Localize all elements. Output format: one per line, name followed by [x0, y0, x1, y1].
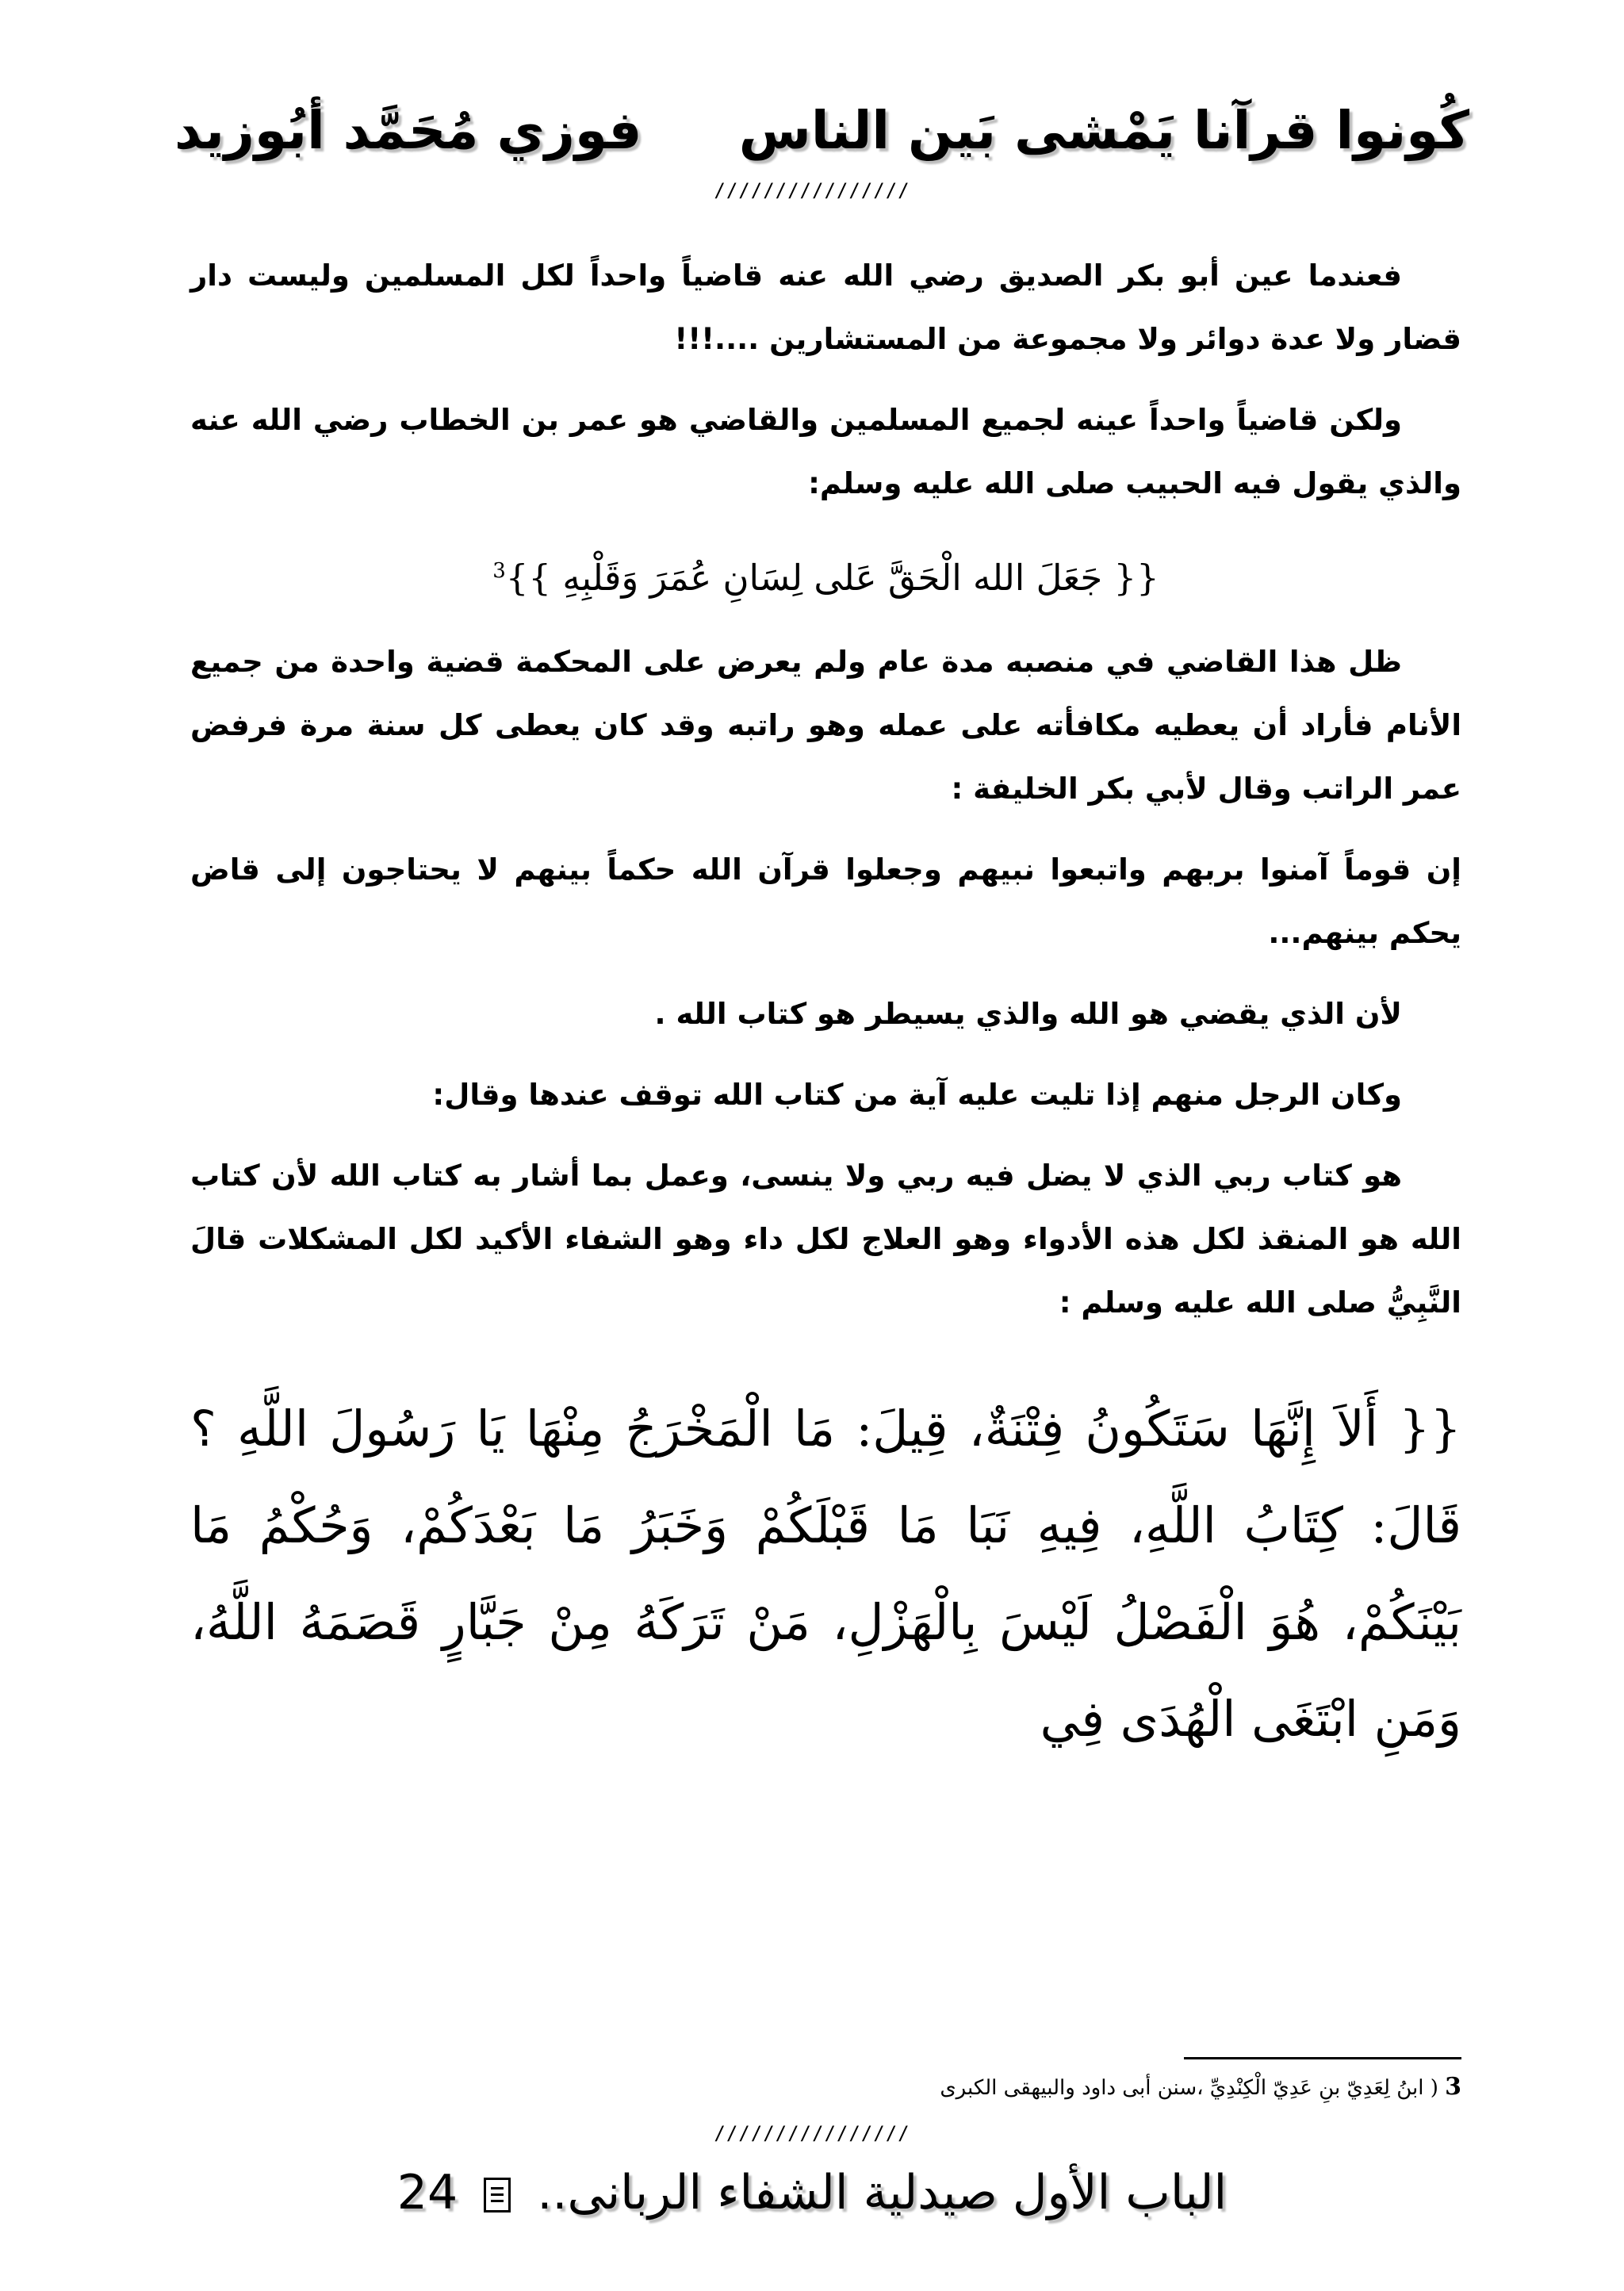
paragraph: [190, 630, 1461, 821]
footer-separator: ////////////////: [714, 2122, 910, 2144]
paragraph-text: وكان الرجل منهم إذا تليت عليه آية من كتاب الله توقف عندها وقال:: [432, 1078, 1402, 1112]
book-title: كُونوا قرآنا يَمْشى بَين الناس: [738, 100, 1469, 161]
hadith-quote-large: {{ أَلاَ إِنَّهَا سَتَكُونُ فِتْنَةٌ، قِيلَ: مَا الْمَخْرَجُ مِنْهَا يَا رَسُولَ اللَّهِ ؟ قَالَ: كِتَابُ اللَّهِ، فِيهِ نَبَا مَا قَبْلَكُمْ وَخَبَرُ مَا بَعْدَكُمْ، وَحُكْمُ مَا بَيْنَكُمْ، هُوَ الْفَصْلُ لَيْسَ بِالْهَزْلِ، مَنْ تَرَكَهُ مِنْ جَبَّارٍ قَصَمَهُ اللَّهُ، وَمَنِ ابْتَغَى الْهُدَى فِي: [190, 1400, 1461, 1748]
header-separator: ////////////////: [714, 179, 910, 201]
paragraph: [190, 1144, 1461, 1335]
chapter-title: الباب الأول صيدلية الشفاء الربانى..: [537, 2165, 1228, 2220]
paragraph-text: هو كتاب ربي الذي لا يضل فيه ربي ولا ينسى، وعمل بما أشار به كتاب الله لأن كتاب الله هو المنقذ لكل هذه الأدواء وهو العلاج لكل داء وهو الشفاء الأكيد لكل المشكلات قالَ النَّبِيُّ صلى الله عليه وسلم :: [190, 1159, 1461, 1320]
page-body: [190, 244, 1461, 1768]
footnote-reference[interactable]: 3: [492, 559, 506, 583]
paragraph-text: إن قوماً آمنوا بربهم واتبعوا نبيهم وجعلوا قرآن الله حكماً بينهم لا يحتاجون إلى قاض يحكم بينهم...: [190, 852, 1461, 950]
footnote-number: 3: [1445, 2073, 1461, 2101]
paragraph: [190, 983, 1461, 1046]
paragraph: [190, 1063, 1461, 1127]
paragraph: [190, 244, 1461, 371]
paragraph: [190, 838, 1461, 965]
page-footer: [0, 2149, 1624, 2236]
paragraph-text: ولكن قاضياً واحداً عينه لجميع المسلمين والقاضي هو عمر بن الخطاب رضي الله عنه والذي يقول فيه الحبيب صلى الله عليه وسلم:: [190, 403, 1461, 500]
footnote: [190, 2065, 1461, 2110]
page-number: 24: [396, 2165, 458, 2220]
footnote-text: ( ابنُ لِعَدِيّ بنِ عَدِيّ الْكِنْدِيِّ ،سنن أبى داود والبيهقى الكبرى: [940, 2076, 1438, 2100]
paragraph-text: لأن الذي يقضي هو الله والذي يسيطر هو كتاب الله .: [654, 997, 1402, 1031]
book-icon: [484, 2178, 511, 2212]
paragraph: [190, 389, 1461, 515]
paragraph-text: ظل هذا القاضي في منصبه مدة عام ولم يعرض على المحكمة قضية واحدة من جميع الأنام فأراد أن يعطيه مكافأته على عمله وهو راتبه وقد كان يعطى كل سنة مرة فرفض عمر الراتب وقال لأبي بكر الخليفة :: [190, 645, 1461, 806]
hadith-quote: [190, 533, 1461, 616]
hadith-text: {{ جَعَلَ الله الْحَقَّ عَلى لِسَانِ عُمَرَ وَقَلْبِهِ }}: [505, 557, 1159, 599]
author-name: فوزي مُحَمَّد أبُوزيد: [174, 100, 642, 161]
page-header: [174, 87, 1469, 174]
paragraph-text: فعندما عين أبو بكر الصديق رضي الله عنه قاضياً واحداً لكل المسلمين وليست دار قضار ولا عدة دوائر ولا مجموعة من المستشارين ....!!!: [190, 259, 1461, 356]
footnote-divider: [1184, 2057, 1461, 2059]
